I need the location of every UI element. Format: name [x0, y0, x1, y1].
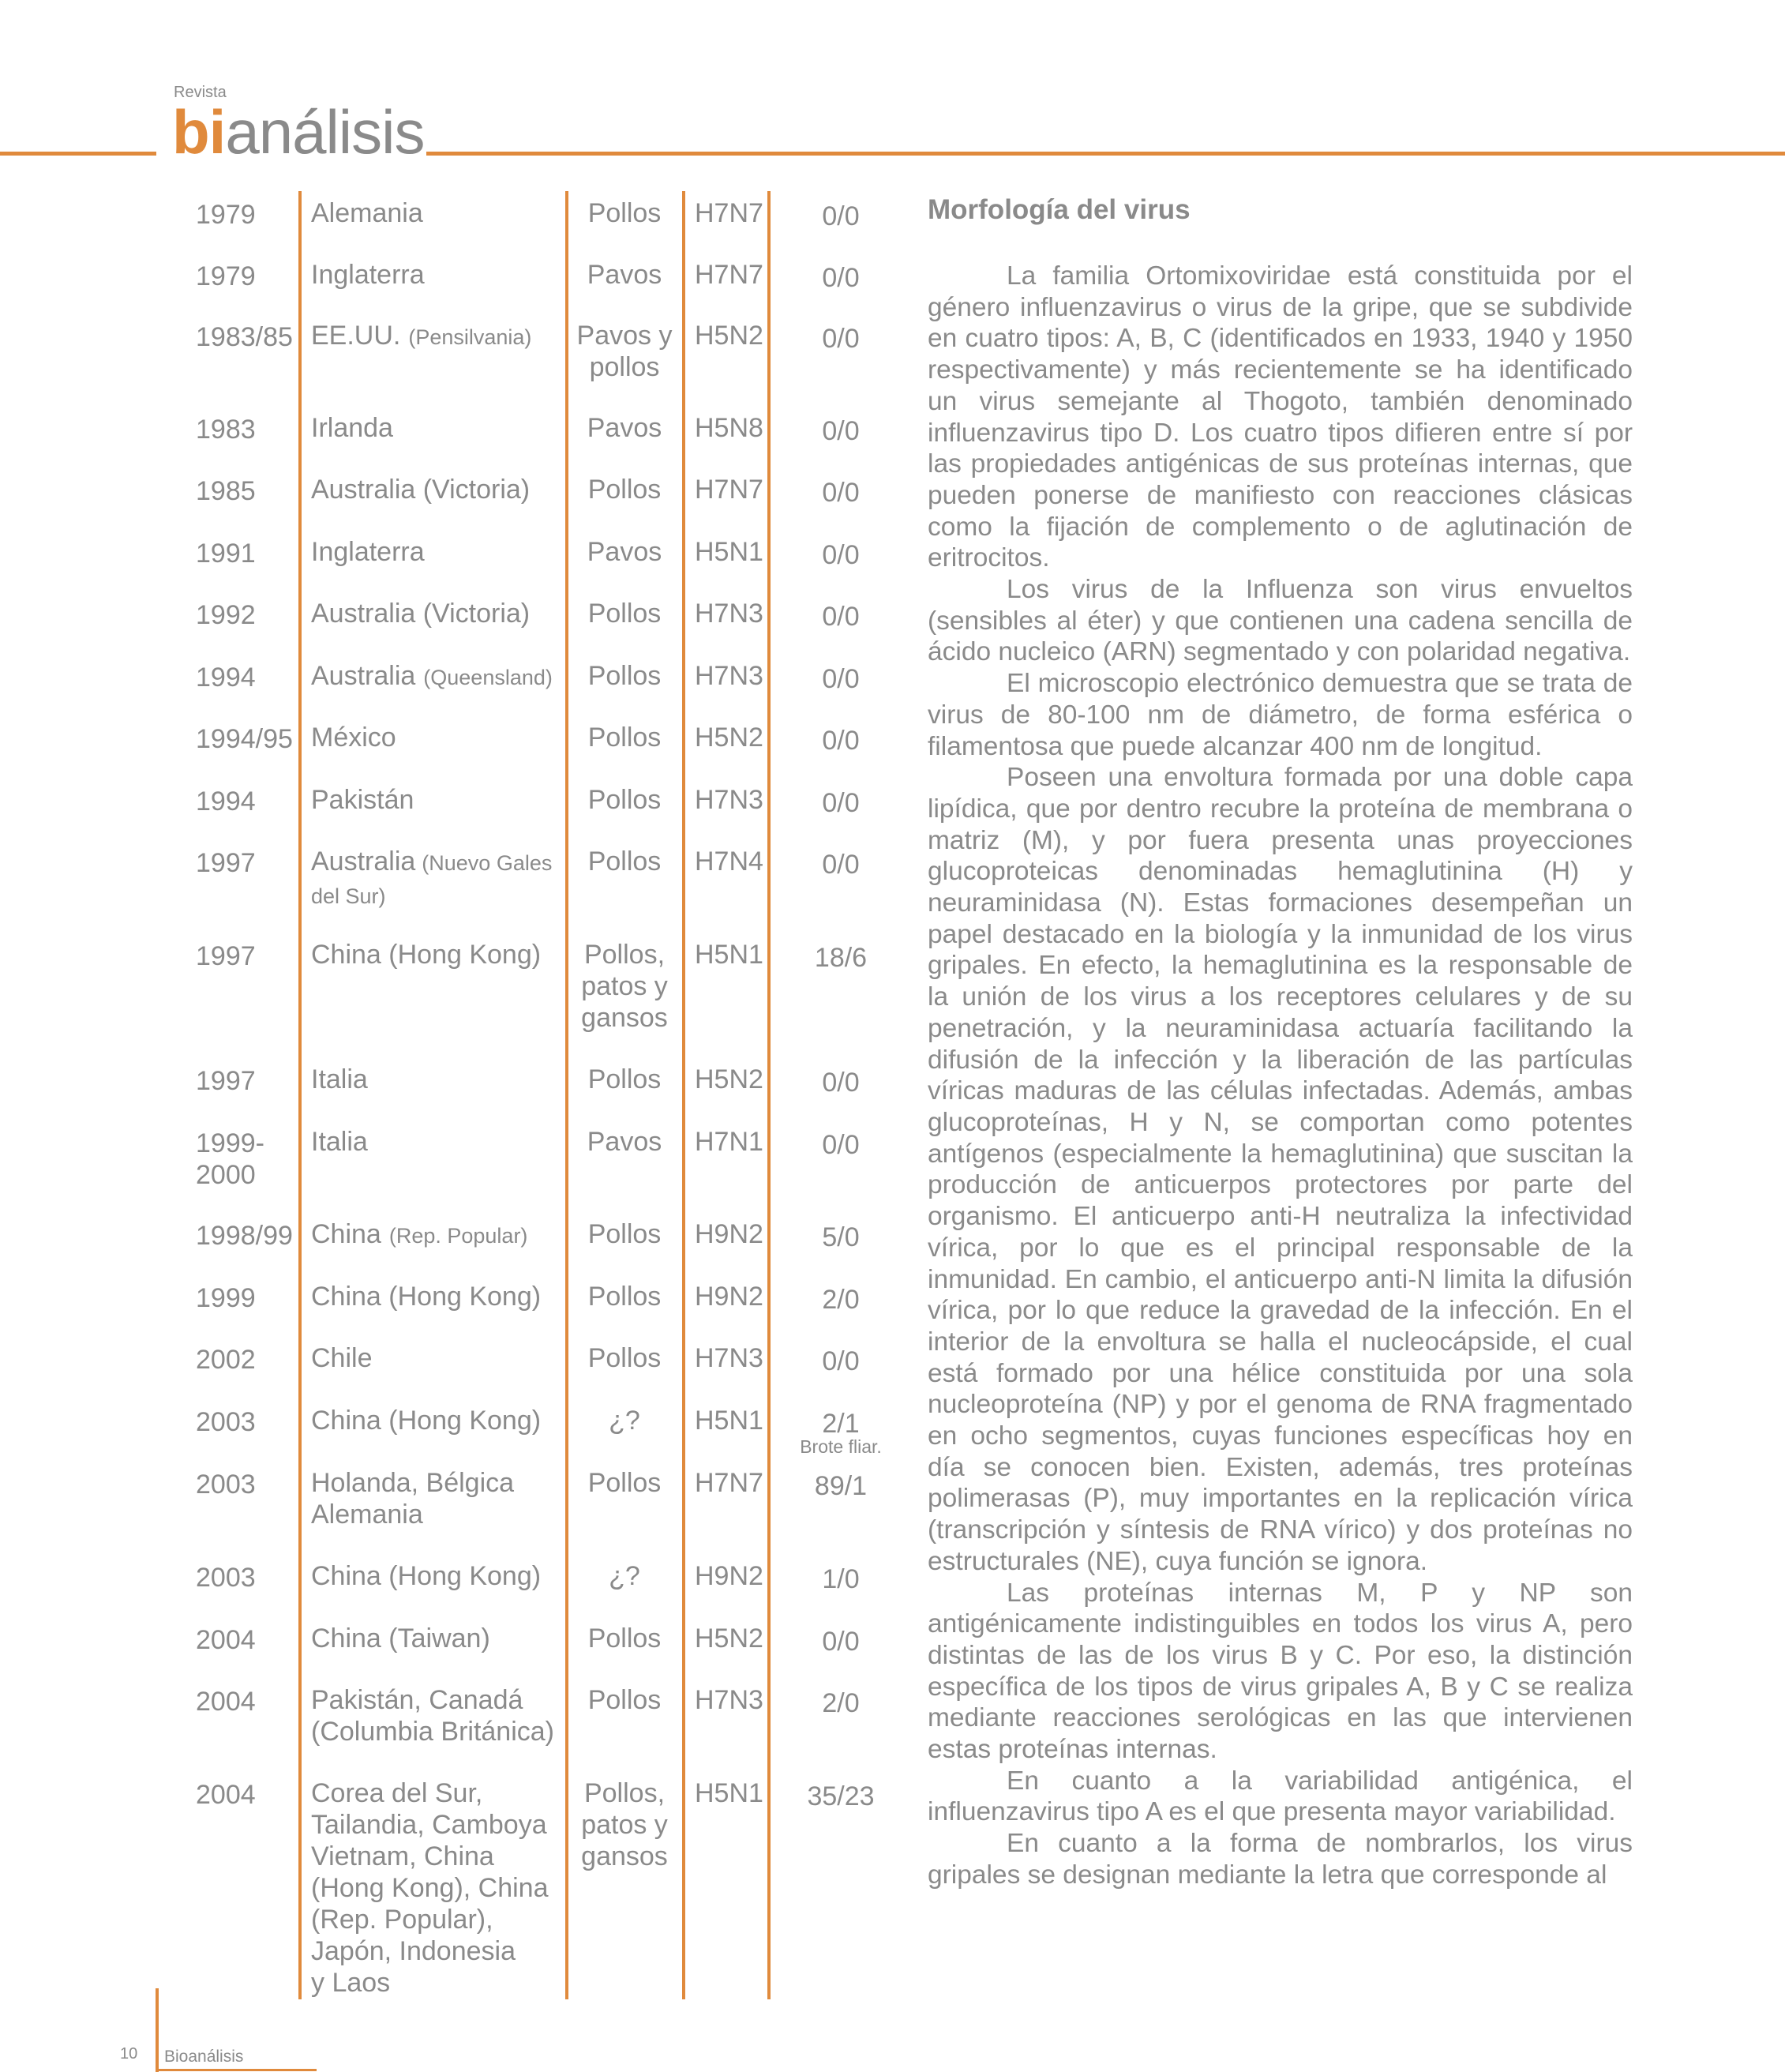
table-cell-cases: 0/0: [822, 478, 860, 508]
place-name: Australia: [311, 661, 416, 691]
table-cell-subtype: H7N3: [695, 1685, 763, 1715]
table-cell-subtype: H7N7: [695, 475, 763, 505]
table-cell-year: 1994: [196, 663, 256, 693]
place-name: Alemania: [311, 198, 423, 228]
header-rule-left: [0, 152, 156, 156]
table-cell-cases: 35/23: [807, 1781, 875, 1811]
place-detail: (Rep. Popular): [388, 1224, 528, 1248]
table-cell-cases: 0/0: [822, 201, 860, 231]
table-cell-year: 2004: [196, 1625, 256, 1655]
place-name: Italia: [311, 1064, 368, 1094]
article-title: Morfología del virus: [928, 194, 1191, 225]
table-cell-host: Pollos: [587, 1064, 662, 1094]
table-cell-year: 1985: [196, 476, 256, 506]
place-name: Australia: [311, 846, 416, 876]
article-paragraph: En cuanto a la forma de nombrarlos, los virus gripales se designan mediante la letra que corresponde al: [928, 1829, 1633, 1890]
table-cell-place: [311, 1218, 527, 1252]
article-paragraph: En cuanto a la variabilidad antigénica, el influenzavirus tipo A es el que presenta mayor variabilidad.: [928, 1766, 1633, 1827]
place-name: China (Hong Kong): [311, 940, 542, 970]
table-cell-year: 1994/95: [196, 724, 293, 754]
page-number: 10: [120, 2045, 138, 2063]
table-cell-cases: 0/0: [822, 1068, 860, 1098]
table-cell-host: ¿?: [609, 1406, 640, 1436]
place-name: Corea del Sur, Tailandia, Camboya Vietnam, China (Hong Kong), China (Rep. Popular), Japón, Indonesia y Laos: [311, 1778, 549, 1998]
table-cell-host: Pollos: [587, 846, 662, 876]
article-paragraph: Las proteínas internas M, P y NP son antigénicamente indistinguibles en todos los virus A, pero distintas de las de los virus B y C. Por eso, la distinción específica de los tipos de virus gripales A, B y C se realiza mediante reacciones serológicas en las que intervienen estas proteínas internas.: [928, 1578, 1633, 1765]
table-cell-host: Pollos: [587, 198, 662, 228]
table-cell-year: 2003: [196, 1563, 256, 1593]
place-detail: (Pensilvania): [408, 325, 532, 349]
table-cell-subtype: H7N7: [695, 198, 763, 228]
table-cell-place: [311, 846, 552, 912]
place-name: Inglaterra: [311, 260, 425, 290]
table-cell-cases: 0/0: [822, 416, 860, 446]
table-cell-host: Pollos: [587, 1623, 662, 1653]
table-cell-cases: 0/0: [822, 850, 860, 880]
table-cell-place: [311, 1405, 541, 1436]
table-rule-2: [565, 191, 568, 1999]
table-cell-place: [311, 660, 553, 693]
table-cell-year: 1979: [196, 200, 256, 230]
place-name: Chile: [311, 1343, 373, 1373]
table-cell-subtype: H7N7: [695, 260, 763, 290]
logo-accent: bi: [172, 97, 226, 167]
table-cell-cases: 18/6: [814, 943, 868, 973]
place-name: Pakistán: [311, 785, 414, 815]
place-name: Irlanda: [311, 413, 393, 443]
table-cell-cases: 0/0: [822, 788, 860, 818]
table-cell-year: 1997: [196, 848, 256, 878]
table-cell-place: [311, 197, 423, 229]
table-cell-subtype: H9N2: [695, 1282, 763, 1312]
table-cell-cases: 0/0: [822, 540, 860, 570]
place-name: EE.UU.: [311, 321, 401, 351]
table-cell-host: Pavos: [587, 413, 662, 443]
table-cell-place: [311, 320, 531, 353]
table-cell-subtype: H9N2: [695, 1219, 763, 1249]
table-cell-host: ¿?: [609, 1561, 640, 1591]
table-cell-host: Pollos: [587, 1219, 662, 1249]
table-cell-cases: 89/1: [814, 1471, 868, 1501]
table-rule-4: [767, 191, 771, 1999]
article-paragraph: El microscopio electrónico demuestra que se trata de virus de 80-100 nm de diámetro, de forma esférica o filamentosa que puede alcanzar 400 nm de longitud.: [928, 669, 1633, 761]
table-cell-cases: 0/0: [822, 726, 860, 756]
table-cell-year: 1983: [196, 415, 256, 445]
table-cell-host: Pollos: [587, 475, 662, 505]
table-cell-year: 1979: [196, 261, 256, 291]
footer-rule-vertical: [156, 1988, 159, 2072]
table-cell-subtype: H5N2: [695, 1064, 763, 1094]
table-cell-place: [311, 1126, 368, 1158]
table-cell-cases: 2/0: [822, 1688, 860, 1718]
table-cell-place: [311, 722, 396, 753]
table-cell-place: [311, 1342, 372, 1374]
table-cell-host: Pollos: [587, 1282, 662, 1312]
table-cell-year: 2004: [196, 1687, 256, 1717]
table-cell-host: Pollos: [587, 1468, 662, 1498]
table-cell-subtype: H7N4: [695, 846, 763, 876]
table-cell-subtype: H7N3: [695, 661, 763, 691]
table-cell-place: [311, 1560, 541, 1592]
table-cell-place: [311, 1777, 549, 1999]
table-cell-subtype: H7N1: [695, 1127, 763, 1157]
table-cell-subtype: H5N1: [695, 1406, 763, 1436]
place-name: Australia (Victoria): [311, 599, 531, 629]
table-cell-subtype: H5N2: [695, 321, 763, 351]
table-cell-host: Pavos y pollos: [576, 321, 673, 382]
table-cell-place: [311, 1467, 514, 1530]
table-cell-year: 2002: [196, 1345, 256, 1375]
table-rule-1: [298, 191, 302, 1999]
place-name: China (Hong Kong): [311, 1406, 542, 1436]
table-cell-host: Pollos: [587, 599, 662, 629]
table-cell-year: 1997: [196, 941, 256, 971]
table-cell-subtype: H9N2: [695, 1561, 763, 1591]
header-rule-right: [426, 152, 1785, 156]
place-name: China: [311, 1219, 381, 1249]
table-cell-place: [311, 939, 541, 970]
table-cell-cases: 0/0: [822, 1130, 860, 1160]
table-cell-year: 1994: [196, 786, 256, 816]
table-cell-year: 1992: [196, 600, 256, 630]
table-cell-host: Pollos, patos y gansos: [581, 1778, 668, 1871]
table-cell-cases: 0/0: [822, 664, 860, 694]
table-cell-year: 1998/99: [196, 1221, 293, 1251]
table-cell-place: [311, 474, 530, 505]
table-cell-cases: 0/0: [822, 324, 860, 354]
table-cell-place: [311, 1281, 541, 1312]
table-cell-cases: 2/1: [822, 1409, 860, 1439]
table-cell-host: Pavos: [587, 260, 662, 290]
table-cell-host: Pollos: [587, 1685, 662, 1715]
place-detail: (Nuevo Gales del Sur): [311, 851, 553, 908]
place-detail: (Queensland): [423, 666, 553, 689]
article-body: [928, 261, 1633, 1891]
table-cell-year: 2003: [196, 1407, 256, 1437]
article-paragraph: Los virus de la Influenza son virus envueltos (sensibles al éter) y que contienen una cadena sencilla de ácido nucleico (ARN) segmentado y con polaridad negativa.: [928, 575, 1633, 667]
table-cell-year: 1983/85: [196, 322, 293, 352]
place-name: México: [311, 723, 396, 753]
table-cell-note: Brote fliar.: [800, 1436, 882, 1457]
footer-magazine-name: Bioanálisis: [164, 2048, 244, 2066]
place-name: Holanda, Bélgica Alemania: [311, 1468, 515, 1530]
logo-rest: análisis: [225, 97, 425, 167]
table-cell-host: Pavos: [587, 537, 662, 567]
place-name: Inglaterra: [311, 537, 425, 567]
table-cell-place: [311, 784, 414, 816]
table-rule-3: [682, 191, 685, 1999]
table-cell-subtype: H5N1: [695, 940, 763, 970]
table-cell-subtype: H7N3: [695, 1343, 763, 1373]
logo-revista-label: Revista: [174, 84, 227, 101]
table-cell-place: [311, 536, 425, 568]
table-cell-cases: 0/0: [822, 1627, 860, 1657]
table-cell-place: [311, 259, 425, 291]
table-cell-year: 1999- 2000: [196, 1128, 264, 1190]
table-cell-subtype: H7N3: [695, 785, 763, 815]
table-cell-host: Pollos, patos y gansos: [581, 940, 668, 1033]
table-cell-cases: 1/0: [822, 1564, 860, 1594]
table-cell-host: Pollos: [587, 661, 662, 691]
table-cell-cases: 0/0: [822, 602, 860, 632]
table-cell-place: [311, 1064, 368, 1095]
table-cell-place: [311, 412, 393, 444]
table-cell-host: Pollos: [587, 1343, 662, 1373]
table-cell-cases: 2/0: [822, 1285, 860, 1315]
table-cell-cases: 0/0: [822, 1346, 860, 1376]
place-name: Pakistán, Canadá (Columbia Británica): [311, 1685, 554, 1747]
footer-rule-horizontal: [159, 2069, 317, 2071]
table-cell-subtype: H5N1: [695, 537, 763, 567]
table-cell-place: [311, 598, 530, 629]
table-cell-host: Pollos: [587, 785, 662, 815]
table-cell-year: 2003: [196, 1470, 256, 1500]
table-cell-year: 2004: [196, 1780, 256, 1810]
table-cell-cases: 0/0: [822, 263, 860, 293]
place-name: China (Hong Kong): [311, 1282, 542, 1312]
table-cell-subtype: H5N1: [695, 1778, 763, 1808]
table-cell-place: [311, 1684, 554, 1747]
table-cell-cases: 5/0: [822, 1222, 860, 1252]
place-name: Australia (Victoria): [311, 475, 531, 505]
table-cell-subtype: H5N2: [695, 1623, 763, 1653]
article-paragraph: Poseen una envoltura formada por una doble capa lipídica, que por dentro recubre la proteína de membrana o matriz (M), y por fuera presenta unas proyecciones glucoproteicas denominadas hemaglutinina (H) y neuraminidasa (N). Estas formaciones desempeñan un papel destacado en la biología y la inmunidad de los virus gripales. En efecto, la hemaglutinina es la responsable de la unión de los virus a los receptores celulares y de su penetración, y la neuraminidasa actuaría facilitando la difusión de la infección y la liberación de las partículas víricas maduras de las células infectadas. Además, ambas glucoproteínas, H y N, se comportan como potentes antígenos (especialmente la hemaglutinina) que suscitan la producción de anticuerpos protectores por parte del organismo. El anticuerpo anti-H neutraliza la infectividad vírica, por lo que es el principal responsable de la inmunidad. En cambio, el anticuerpo anti-N limita la difusión vírica, por lo que reduce la gravedad de la infección. En el interior de la envoltura se halla el nucleocápside, el cual está formado por una hélice constituida por una sola nucleoproteína (NP) y por el genoma de RNA fragmentado en ocho segmentos, cuyas funciones específicas hoy en día se conocen bien. Existen, además, tres proteínas polimerasas (P), muy importantes en la replicación vírica (transcripción y síntesis de RNA vírico) y dos proteínas no estructurales (NE), cuya función se ignora.: [928, 763, 1633, 1576]
place-name: China (Hong Kong): [311, 1561, 542, 1591]
table-cell-subtype: H5N8: [695, 413, 763, 443]
place-name: Italia: [311, 1127, 368, 1157]
table-cell-subtype: H5N2: [695, 723, 763, 753]
table-cell-host: Pollos: [587, 723, 662, 753]
table-cell-place: [311, 1623, 490, 1654]
magazine-logo: [172, 97, 425, 167]
table-cell-year: 1991: [196, 539, 256, 569]
table-cell-year: 1997: [196, 1066, 256, 1096]
table-cell-year: 1999: [196, 1283, 256, 1313]
article-paragraph: La familia Ortomixoviridae está constituida por el género influenzavirus o virus de la gripe, que se subdivide en cuatro tipos: A, B, C (identificados en 1933, 1940 y 1950 respectivamente) y más recientemente se ha identificado un virus semejante al Thogoto, también denominado influenzavirus tipo D. Los cuatro tipos difieren entre sí por las propiedades antigénicas de sus proteínas internas, que pueden ponerse de manifiesto con reacciones clásicas como la fijación de complemento o de aglutinación de eritrocitos.: [928, 261, 1633, 573]
table-cell-subtype: H7N7: [695, 1468, 763, 1498]
table-cell-subtype: H7N3: [695, 599, 763, 629]
place-name: China (Taiwan): [311, 1623, 490, 1653]
table-cell-host: Pavos: [587, 1127, 662, 1157]
